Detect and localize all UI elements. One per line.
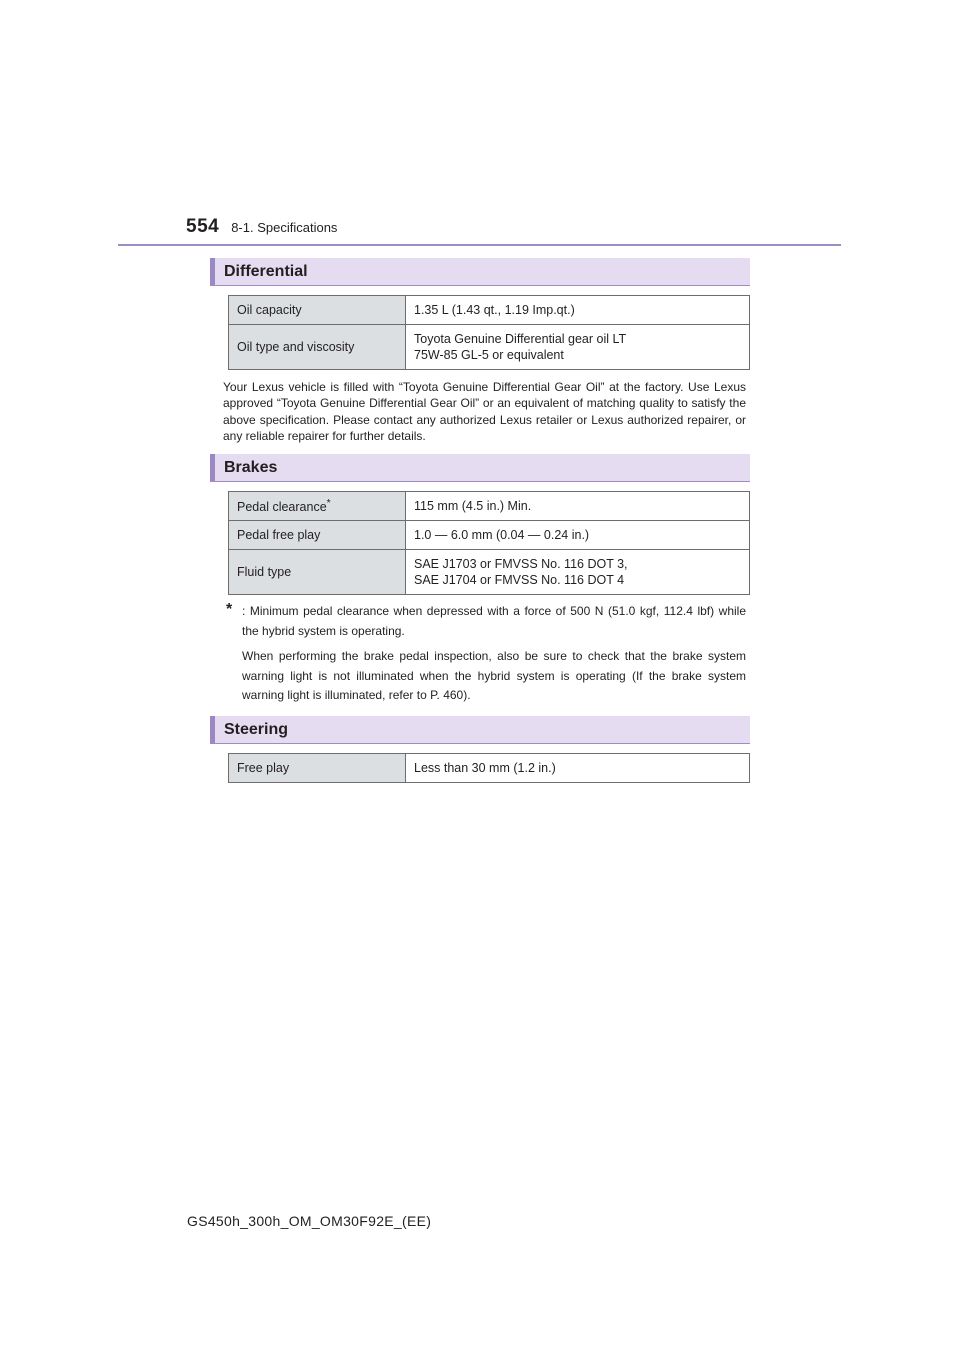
spec-value: Less than 30 mm (1.2 in.) bbox=[406, 754, 750, 783]
brakes-footnote bbox=[226, 602, 746, 641]
spec-value: 115 mm (4.5 in.) Min. bbox=[406, 492, 750, 521]
page-header bbox=[186, 216, 337, 238]
spec-label: Fluid type bbox=[229, 550, 406, 595]
spec-value: 1.35 L (1.43 qt., 1.19 Imp.qt.) bbox=[406, 296, 750, 325]
spec-label: Pedal free play bbox=[229, 521, 406, 550]
steering-table bbox=[228, 753, 750, 783]
section-heading-differential: Differential bbox=[210, 258, 750, 286]
brake-inspection-note: When performing the brake pedal inspection, also be sure to check that the brake system warning light is not illuminated when the hybrid system is operating (If the brake system warning light is illuminated, refer to P. 460). bbox=[242, 649, 746, 702]
table-row bbox=[229, 521, 750, 550]
spec-value: Toyota Genuine Differential gear oil LT 75W-85 GL-5 or equivalent bbox=[406, 325, 750, 370]
table-row bbox=[229, 550, 750, 595]
table-row bbox=[229, 492, 750, 521]
section-heading-brakes: Brakes bbox=[210, 454, 750, 482]
table-row bbox=[229, 296, 750, 325]
section-heading-steering: Steering bbox=[210, 716, 750, 744]
spec-label: Pedal clearance* bbox=[229, 492, 406, 521]
page-number: 554 bbox=[186, 216, 220, 237]
spec-label: Oil type and viscosity bbox=[229, 325, 406, 370]
footnote-marker: * bbox=[326, 497, 331, 509]
differential-note: Your Lexus vehicle is filled with “Toyota Genuine Differential Gear Oil” at the factory. Use Lexus approved “Toyota Genuine Differential Gear Oil” or an equivalent of matching quality to satisfy the above specification. Please contact any authorized Lexus retailer or Lexus authorized repairer, or any reliable repairer for further details. bbox=[223, 380, 746, 443]
differential-table bbox=[228, 295, 750, 370]
chapter-title: 8-1. Specifications bbox=[231, 220, 338, 235]
header-divider bbox=[118, 244, 841, 246]
table-row bbox=[229, 754, 750, 783]
document-code: GS450h_300h_OM_OM30F92E_(EE) bbox=[187, 1213, 432, 1229]
spec-value: SAE J1703 or FMVSS No. 116 DOT 3, SAE J1704 or FMVSS No. 116 DOT 4 bbox=[406, 550, 750, 595]
footnote-text: : Minimum pedal clearance when depressed with a force of 500 N (51.0 kgf, 112.4 lbf) while the hybrid system is operating. bbox=[242, 604, 746, 638]
spec-label: Oil capacity bbox=[229, 296, 406, 325]
spec-value: 1.0 — 6.0 mm (0.04 — 0.24 in.) bbox=[406, 521, 750, 550]
spec-label: Free play bbox=[229, 754, 406, 783]
table-row bbox=[229, 325, 750, 370]
brakes-table bbox=[228, 491, 750, 595]
footnote-marker: * bbox=[226, 601, 233, 618]
